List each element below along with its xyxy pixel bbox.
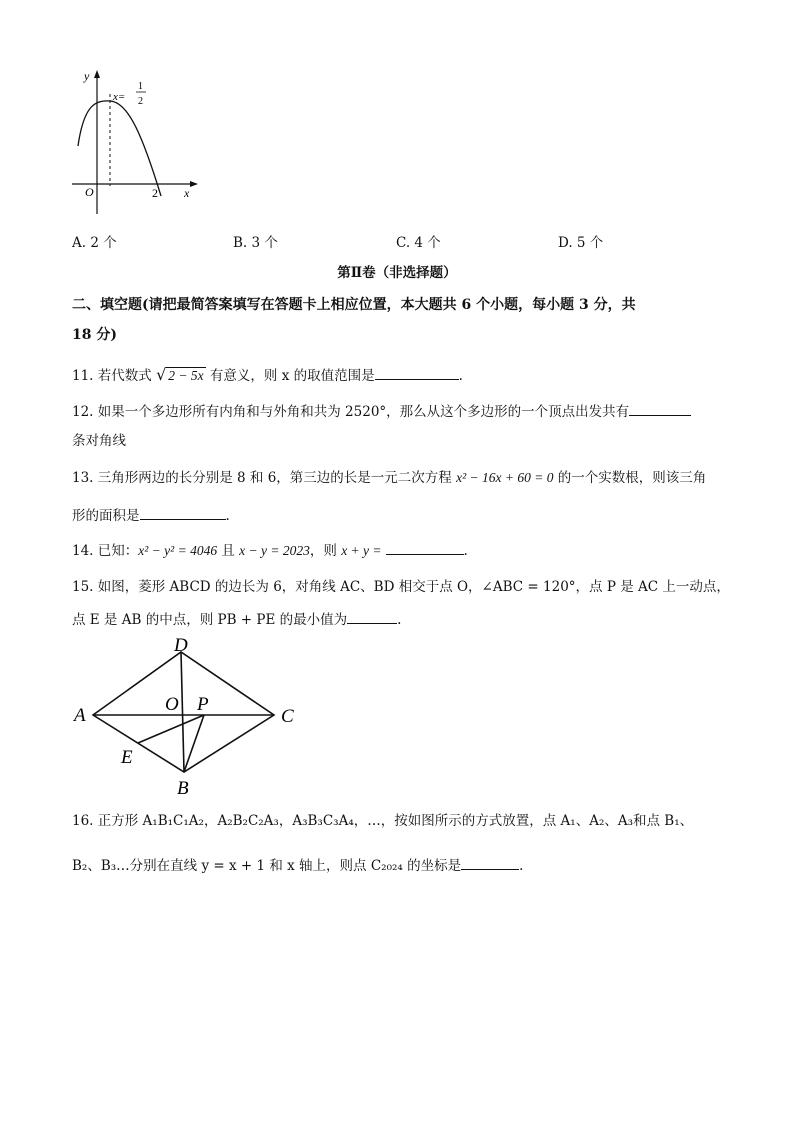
question-16 xyxy=(72,855,523,875)
symmetry-label-num: 1 xyxy=(138,81,143,92)
q13-line2 xyxy=(72,505,230,525)
q15-end: . xyxy=(397,612,402,628)
q11-end: . xyxy=(458,368,463,384)
q12-line2: 条对角线 xyxy=(72,433,126,449)
question-15 xyxy=(72,609,401,629)
question-11 xyxy=(72,365,463,385)
label-p: P xyxy=(197,694,209,715)
question-13 xyxy=(72,469,706,487)
q11-text-before: 11. 若代数式 xyxy=(72,368,157,384)
q13-answer-blank[interactable] xyxy=(140,505,226,520)
option-a[interactable]: A. 2 个 xyxy=(72,235,117,251)
option-d[interactable]: D. 5 个 xyxy=(558,235,604,251)
label-o: O xyxy=(165,694,179,715)
q11-answer-blank[interactable] xyxy=(375,365,459,380)
q14-end: . xyxy=(463,543,468,559)
origin-label: O xyxy=(85,185,94,199)
q16-line1: 16. 正方形 A₁B₁C₁A₂，A₂B₂C₂A₃，A₃B₃C₃A₄，…，按如图所示的方式放置，点 A₁、A₂、A₃和点 B₁、 xyxy=(72,813,694,829)
q14-before: 14. 已知： xyxy=(72,543,139,559)
q13-line1-after: 的一个实数根，则该三角 xyxy=(553,470,707,486)
label-d: D xyxy=(174,635,188,656)
q14-answer-blank[interactable] xyxy=(386,540,464,555)
parabola-curve xyxy=(78,101,161,196)
part2-heading-line2: 18 分) xyxy=(72,327,117,343)
q11-sqrt: √ 2 − 5x xyxy=(156,365,204,384)
label-b: B xyxy=(177,778,189,798)
q15-answer-blank[interactable] xyxy=(347,609,397,624)
q14-eq2: x − y = 2023 xyxy=(239,543,310,558)
q11-text-after: 有意义，则 x 的取值范围是 xyxy=(205,368,375,384)
section-title: 第Ⅱ卷（非选择题） xyxy=(337,265,457,281)
q14-mid: 且 xyxy=(217,543,240,559)
x-axis-arrow xyxy=(190,181,198,187)
q13-line1-before: 13. 三角形两边的长分别是 8 和 6，第三边的长是一元二次方程 xyxy=(72,470,457,486)
q15-line2: 点 E 是 AB 的中点，则 PB + PE 的最小值为 xyxy=(72,612,348,628)
q12-line1: 12. 如果一个多边形所有内角和与外角和共为 2520°，那么从这个多边形的一个顶点出发共有 xyxy=(72,404,630,420)
q13-end: . xyxy=(225,508,230,524)
diagonal-bd xyxy=(181,652,184,772)
option-c[interactable]: C. 4 个 xyxy=(396,235,441,251)
q16-end: . xyxy=(519,858,524,874)
question-14 xyxy=(72,540,468,560)
q15-line1: 15. 如图，菱形 ABCD 的边长为 6，对角线 AC、BD 相交于点 O，∠ABC = 120°，点 P 是 AC 上一动点， xyxy=(72,579,730,595)
question-12 xyxy=(72,401,691,421)
q14-eq1: x² − y² = 4046 xyxy=(138,543,218,558)
q12-answer-blank[interactable] xyxy=(629,401,691,416)
q11-radicand: 2 − 5x xyxy=(168,368,204,383)
rhombus-diagram xyxy=(66,632,306,798)
label-a: A xyxy=(74,705,86,726)
q13-equation: x² − 16x + 60 = 0 xyxy=(456,470,554,485)
label-e: E xyxy=(121,747,133,768)
y-axis-label: y xyxy=(84,69,90,83)
q16-line2: B₂、B₃…分别在直线 y = x + 1 和 x 轴上，则点 C₂₀₂₄ 的坐标是 xyxy=(72,858,462,874)
q13-line2-text: 形的面积是 xyxy=(72,508,140,524)
label-c: C xyxy=(281,706,294,727)
symmetry-label-den: 2 xyxy=(138,96,143,107)
segment-pe xyxy=(138,715,204,743)
part2-heading-line1: 二、填空题(请把最简答案填写在答题卡上相应位置，本大题共 6 个小题，每小题 3 分，共 xyxy=(72,297,636,313)
q14-comma: ，则 xyxy=(309,543,342,559)
option-b[interactable]: B. 3 个 xyxy=(233,235,278,251)
q14-eq3: x + y = xyxy=(341,543,382,558)
q16-answer-blank[interactable] xyxy=(461,855,519,870)
y-axis-arrow xyxy=(94,70,100,78)
parabola-graph xyxy=(66,64,206,220)
segment-pb xyxy=(184,715,204,772)
symmetry-label-prefix: x= xyxy=(113,91,126,103)
x-intercept-label: 2 xyxy=(152,186,158,200)
x-axis-label: x xyxy=(184,186,190,200)
